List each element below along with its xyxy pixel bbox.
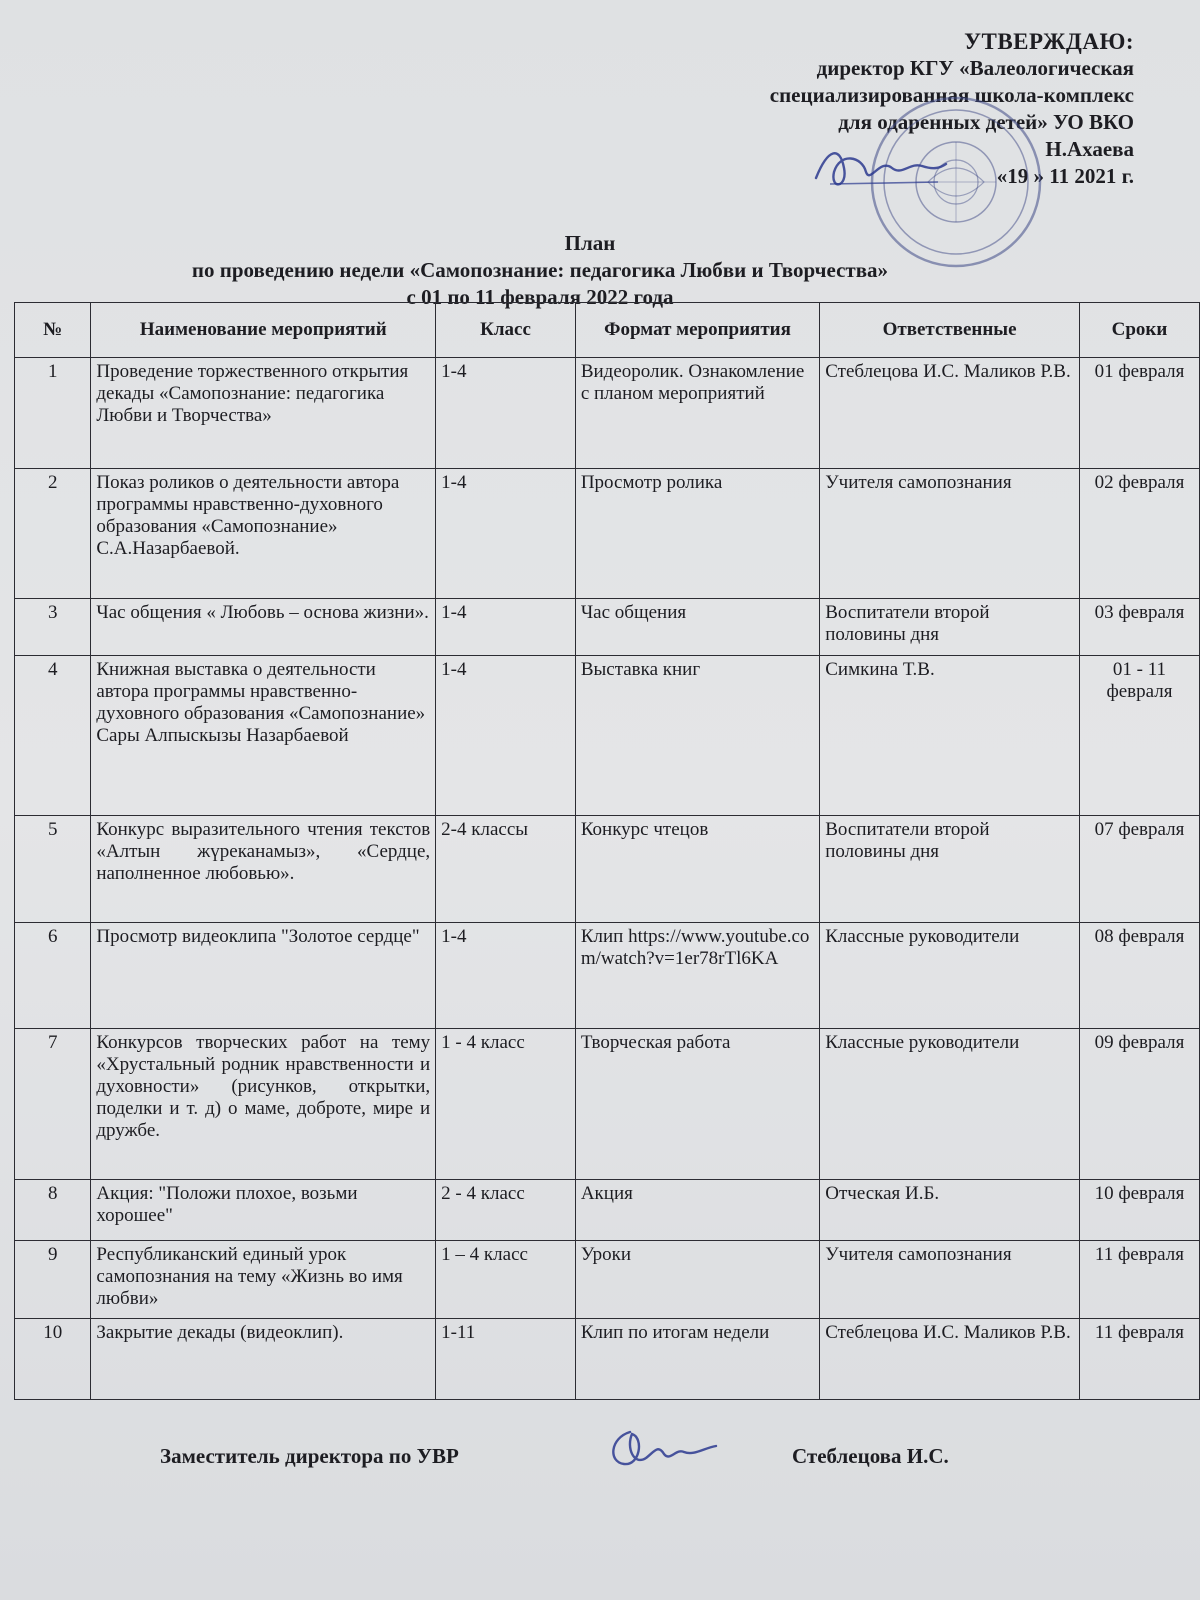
title-line-1: План bbox=[564, 231, 616, 255]
header-num: № bbox=[15, 303, 91, 358]
cell-dates: 11 февраля bbox=[1079, 1241, 1199, 1319]
cell-grade: 1-4 bbox=[436, 923, 576, 1029]
cell-responsible: Учителя самопознания bbox=[820, 469, 1080, 599]
cell-dates: 10 февраля bbox=[1079, 1180, 1199, 1241]
events-table bbox=[14, 302, 1200, 1400]
cell-name: Книжная выставка о деятельности автора программы нравственно-духовного образования «Самопознание» Сары Алпыскызы Назарбаевой bbox=[91, 656, 436, 816]
cell-dates: 08 февраля bbox=[1079, 923, 1199, 1029]
cell-grade: 1-4 bbox=[436, 358, 576, 469]
cell-format: Час общения bbox=[575, 599, 819, 656]
header-format: Формат мероприятия bbox=[575, 303, 819, 358]
cell-format: Уроки bbox=[575, 1241, 819, 1319]
cell-format: Видеоролик. Ознакомление с планом мероприятий bbox=[575, 358, 819, 469]
cell-name: Закрытие декады (видеоклип). bbox=[91, 1319, 436, 1400]
table-row bbox=[15, 1241, 1200, 1319]
cell-responsible: Классные руководители bbox=[820, 1029, 1080, 1180]
cell-responsible: Симкина Т.В. bbox=[820, 656, 1080, 816]
cell-num: 6 bbox=[15, 923, 91, 1029]
cell-num: 5 bbox=[15, 816, 91, 923]
cell-responsible: Воспитатели второй половины дня bbox=[820, 816, 1080, 923]
document-title bbox=[0, 230, 1200, 311]
table-row bbox=[15, 656, 1200, 816]
table-row bbox=[15, 599, 1200, 656]
director-signature-icon bbox=[810, 138, 950, 198]
cell-format: Клип https://www.youtube.com/watch?v=1er78rTl6KA bbox=[575, 923, 819, 1029]
table-row bbox=[15, 1180, 1200, 1241]
cell-name: Просмотр видеоклипа "Золотое сердце" bbox=[91, 923, 436, 1029]
cell-format: Клип по итогам недели bbox=[575, 1319, 819, 1400]
cell-responsible: Стеблецова И.С. Маликов Р.В. bbox=[820, 358, 1080, 469]
cell-responsible: Учителя самопознания bbox=[820, 1241, 1080, 1319]
cell-num: 4 bbox=[15, 656, 91, 816]
cell-grade: 1-11 bbox=[436, 1319, 576, 1400]
cell-grade: 1-4 bbox=[436, 656, 576, 816]
cell-dates: 07 февраля bbox=[1079, 816, 1199, 923]
cell-format: Просмотр ролика bbox=[575, 469, 819, 599]
header-responsible: Ответственные bbox=[820, 303, 1080, 358]
table-row bbox=[15, 358, 1200, 469]
cell-responsible: Стеблецова И.С. Маликов Р.В. bbox=[820, 1319, 1080, 1400]
cell-dates: 11 февраля bbox=[1079, 1319, 1199, 1400]
cell-name: Показ роликов о деятельности автора программы нравственно-духовного образования «Самопознание» С.А.Назарбаевой. bbox=[91, 469, 436, 599]
footer-position: Заместитель директора по УВР bbox=[160, 1444, 459, 1468]
cell-num: 7 bbox=[15, 1029, 91, 1180]
cell-name: Акция: "Положи плохое, возьми хорошее" bbox=[91, 1180, 436, 1241]
header-grade: Класс bbox=[436, 303, 576, 358]
cell-num: 3 bbox=[15, 599, 91, 656]
cell-grade: 1 – 4 класс bbox=[436, 1241, 576, 1319]
cell-dates: 01 февраля bbox=[1079, 358, 1199, 469]
cell-name: Час общения « Любовь – основа жизни». bbox=[91, 599, 436, 656]
cell-grade: 2 - 4 класс bbox=[436, 1180, 576, 1241]
cell-dates: 03 февраля bbox=[1079, 599, 1199, 656]
cell-num: 10 bbox=[15, 1319, 91, 1400]
cell-format: Выставка книг bbox=[575, 656, 819, 816]
cell-name: Конкурс выразительного чтения текстов «Алтын жүреканамыз», «Сердце, наполненное любовью». bbox=[91, 816, 436, 923]
cell-num: 2 bbox=[15, 469, 91, 599]
cell-num: 1 bbox=[15, 358, 91, 469]
cell-responsible: Воспитатели второй половины дня bbox=[820, 599, 1080, 656]
table-row bbox=[15, 469, 1200, 599]
header-dates: Сроки bbox=[1079, 303, 1199, 358]
cell-grade: 1-4 bbox=[436, 469, 576, 599]
title-line-2: по проведению недели «Самопознание: педагогика Любви и Творчества» bbox=[191, 258, 889, 282]
cell-format: Акция bbox=[575, 1180, 819, 1241]
cell-responsible: Отческая И.Б. bbox=[820, 1180, 1080, 1241]
cell-grade: 1 - 4 класс bbox=[436, 1029, 576, 1180]
approval-line-3: для одаренных детей» УО ВКО bbox=[838, 110, 1134, 134]
table-row bbox=[15, 1029, 1200, 1180]
cell-name: Проведение торжественного открытия декады «Самопознание: педагогика Любви и Творчества» bbox=[91, 358, 436, 469]
deputy-signature-icon bbox=[600, 1418, 720, 1478]
cell-name: Республиканский единый урок самопознания на тему «Жизнь во имя любви» bbox=[91, 1241, 436, 1319]
cell-grade: 2-4 классы bbox=[436, 816, 576, 923]
cell-format: Творческая работа bbox=[575, 1029, 819, 1180]
header-name: Наименование мероприятий bbox=[91, 303, 436, 358]
cell-dates: 09 февраля bbox=[1079, 1029, 1199, 1180]
cell-grade: 1-4 bbox=[436, 599, 576, 656]
title-line-3: с 01 по 11 февраля 2022 года bbox=[406, 285, 674, 309]
footer-name: Стеблецова И.С. bbox=[792, 1444, 949, 1468]
cell-num: 8 bbox=[15, 1180, 91, 1241]
table-row bbox=[15, 923, 1200, 1029]
cell-dates: 01 - 11 февраля bbox=[1079, 656, 1199, 816]
approval-line-1: директор КГУ «Валеологическая bbox=[816, 56, 1134, 80]
cell-num: 9 bbox=[15, 1241, 91, 1319]
cell-dates: 02 февраля bbox=[1079, 469, 1199, 599]
cell-name: Конкурсов творческих работ на тему «Хрустальный родник нравственности и духовности» (рисунков, открытки, поделки и т. д) о маме, доброте, мире и дружбе. bbox=[91, 1029, 436, 1180]
approval-heading: УТВЕРЖДАЮ: bbox=[964, 29, 1134, 54]
table-row bbox=[15, 816, 1200, 923]
table-header-row bbox=[15, 303, 1200, 358]
approval-signer: Н.Ахаева bbox=[1045, 137, 1134, 161]
cell-format: Конкурс чтецов bbox=[575, 816, 819, 923]
approval-date: «19 » 11 2021 г. bbox=[996, 164, 1134, 188]
cell-responsible: Классные руководители bbox=[820, 923, 1080, 1029]
approval-line-2: специализированная школа-комплекс bbox=[769, 83, 1134, 107]
table-row bbox=[15, 1319, 1200, 1400]
